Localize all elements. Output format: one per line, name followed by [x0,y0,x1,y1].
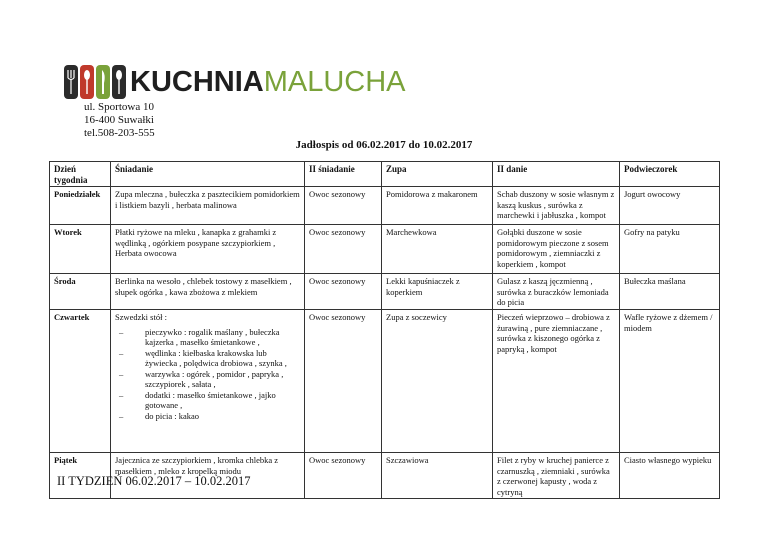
ii-sniadanie-cell: Owoc sezonowy [305,453,382,499]
knife-icon [96,65,110,99]
podwieczorek-cell: Gofry na patyku [620,225,720,274]
sniadanie-cell [111,310,305,453]
zupa-cell: Szczawiowa [382,453,493,499]
table-row [50,274,720,310]
header-day: Dzień tygodnia [50,162,111,187]
sniadanie-cell: Jajecznica ze szczypiorkiem , kromka chlebka z masełkiem , mleko z kropelką miodu [111,453,305,499]
zupa-cell: Marchewkowa [382,225,493,274]
ii-sniadanie-cell: Owoc sezonowy [305,187,382,225]
list-item: – wędlinka : kiełbaska krakowska lub żywiecka , polędwica drobiowa , szynka , [145,348,300,369]
szwedzki-stol-title: Szwedzki stół : [115,312,167,322]
spoon-icon [112,65,126,99]
szwedzki-stol-list [115,327,300,422]
ii-sniadanie-cell: Owoc sezonowy [305,274,382,310]
address-phone: tel.508-203-555 [84,127,155,139]
ii-danie-cell: Gulasz z kaszą jęczmienną , surówka z buraczków lemoniada do picia [493,274,620,310]
table-row [50,187,720,225]
ii-sniadanie-cell: Owoc sezonowy [305,310,382,453]
podwieczorek-cell: Bułeczka maślana [620,274,720,310]
podwieczorek-cell: Jogurt owocowy [620,187,720,225]
logo [64,64,406,100]
zupa-cell: Zupa z soczewicy [382,310,493,453]
header-ii-danie: II danie [493,162,620,187]
footer-week-label: II TYDZIEŃ 06.02.2017 – 10.02.2017 [57,474,251,488]
address-street: ul. Sportowa 10 [84,101,154,113]
ii-sniadanie-cell: Owoc sezonowy [305,225,382,274]
zupa-cell: Pomidorowa z makaronem [382,187,493,225]
ii-danie-cell: Filet z ryby w kruchej panierce z czarnuszką , ziemniaki , surówka z czerwonej kapusty , woda z cytryną [493,453,620,499]
sniadanie-cell: Płatki ryżowe na mleku , kanapka z grahamki z wędlinką , ogórkiem posypane szczypiorkiem , Herbata owocowa [111,225,305,274]
address [84,101,155,140]
logo-text [130,65,406,99]
table-row [50,225,720,274]
podwieczorek-cell: Ciasto własnego wypieku [620,453,720,499]
ii-danie-cell: Schab duszony w sosie własnym z kaszą kuskus , surówka z marchewki i jabłuszka , kompot [493,187,620,225]
day-cell: Środa [50,274,111,310]
header-ii-sniadanie: II śniadanie [305,162,382,187]
ii-danie-cell: Gołąbki duszone w sosie pomidorowym pieczone z sosem pomidorowym , ziemniaczki z koperkiem , kompot [493,225,620,274]
zupa-cell: Lekki kapuśniaczek z koperkiem [382,274,493,310]
day-cell: Poniedziałek [50,187,111,225]
spoon-icon [80,65,94,99]
list-item: – do picia : kakao [145,411,300,422]
logo-icons [64,65,126,99]
table-header-row [50,162,720,187]
list-item: – warzywka : ogórek , pomidor , papryka , szczypiorek , sałata , [145,369,300,390]
day-cell: Wtorek [50,225,111,274]
menu-table [49,161,720,499]
table-row [50,310,720,453]
page-title: Jadłospis od 06.02.2017 do 10.02.2017 [295,139,473,151]
day-cell: Piątek [50,453,111,499]
sniadanie-cell: Zupa mleczna , bułeczka z pasztecikiem pomidorkiem i listkiem bazyli , herbata malinowa [111,187,305,225]
header-podwieczorek: Podwieczorek [620,162,720,187]
sniadanie-cell: Berlinka na wesoło , chlebek tostowy z masełkiem , słupek ogórka , kawa zbożowa z mlekiem [111,274,305,310]
fork-icon [64,65,78,99]
logo-text-part1: KUCHNIA [130,66,264,98]
address-city: 16-400 Suwałki [84,114,154,126]
header-sniadanie: Śniadanie [111,162,305,187]
list-item: – dodatki : masełko śmietankowe , jajko gotowane , [145,390,300,411]
podwieczorek-cell: Wafle ryżowe z dżemem / miodem [620,310,720,453]
list-item: – pieczywko : rogalik maślany , bułeczka kajzerka , masełko śmietankowe , [145,327,300,348]
ii-danie-cell: Pieczeń wieprzowo – drobiowa z żurawiną , pure ziemniaczane , surówka z kiszonego ogórka z papryką , kompot [493,310,620,453]
day-cell: Czwartek [50,310,111,453]
header-zupa: Zupa [382,162,493,187]
logo-text-part2: MALUCHA [263,66,406,98]
